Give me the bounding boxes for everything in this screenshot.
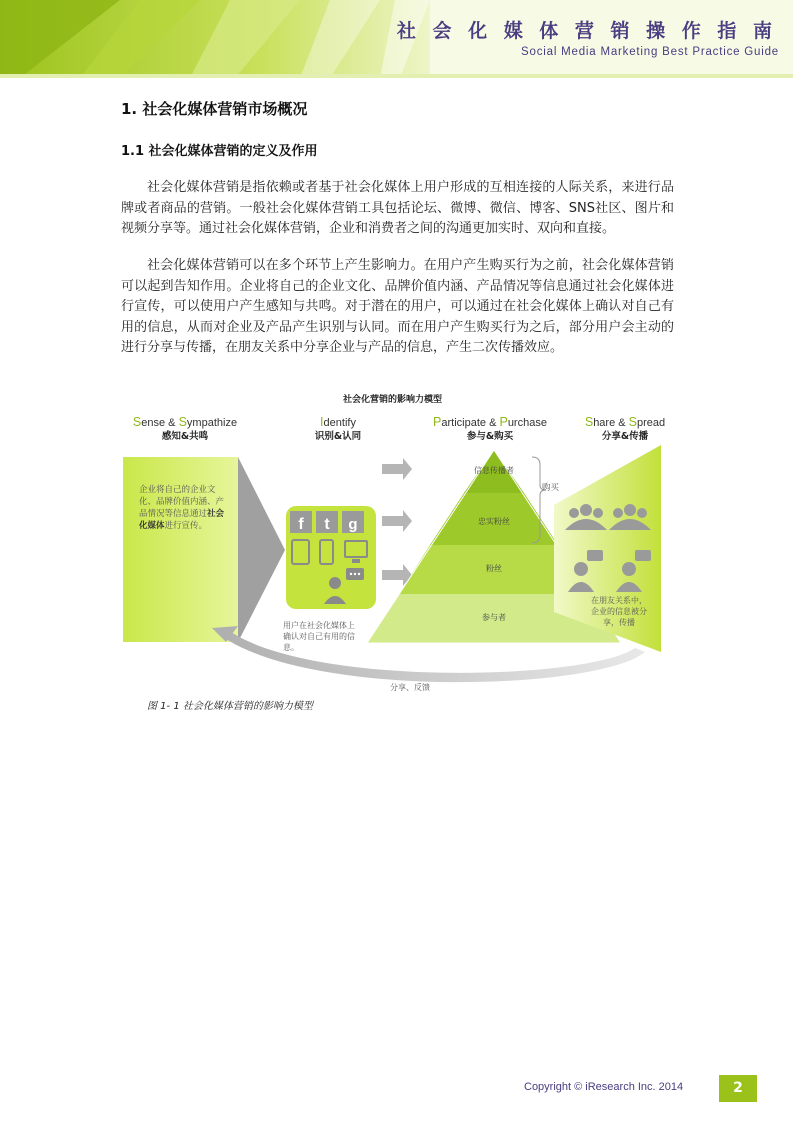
- page-number-badge: 2: [719, 1075, 757, 1102]
- document-subtitle: Social Media Marketing Best Practice Guide: [521, 46, 779, 58]
- figure-caption: 图 1- 1 社会化媒体营销的影响力模型: [147, 701, 313, 712]
- subsection-heading: 1.1 社会化媒体营销的定义及作用: [121, 144, 318, 159]
- influence-model-figure: [120, 390, 665, 695]
- pyramid-tier-participants: 参与者: [482, 613, 506, 622]
- stage-header-sense: Sense & Sympathize 感知&共鸣: [132, 415, 238, 442]
- stage-header-participate: Participate & Purchase 参与&购买: [433, 415, 547, 442]
- purchase-label: 购买: [542, 483, 560, 493]
- paragraph-influence: 社会化媒体营销可以在多个环节上产生影响力。在用户产生购买行为之前，社会化媒体营销可以起到告知作用。企业将自己的企业文化、品牌价值内涵、产品情况等信息通过社会化媒体进行宣传，可以使用户产生感知与共鸣。对于潜在的用户，可以通过在社会化媒体上确认对自己有用的信息，从而对企业及产品产生识别与认同。而在用户产生购买行为之后，部分用户会主动的进行分享与传播，在朋友关系中分享企业与产品的信息，产生二次传播效应。: [121, 258, 674, 355]
- sense-description: 企业将自己的企业文化、品牌价值内涵、产品情况等信息通过社会化媒体进行宣传。: [139, 485, 225, 531]
- feedback-label: 分享、反馈: [390, 683, 430, 692]
- pyramid-tier-broadcaster: 信息传播者: [474, 466, 514, 475]
- section-heading: 1. 社会化媒体营销市场概况: [121, 100, 308, 118]
- svg-text:g: g: [348, 516, 358, 533]
- share-description: 在朋友关系中，企业的信息被分享，传播: [591, 596, 647, 627]
- identify-description: 用户在社会化媒体上确认对自己有用的信息。: [283, 621, 355, 652]
- figure-title: 社会化营销的影响力模型: [342, 395, 442, 405]
- sense-arrow-triangle: [238, 457, 285, 642]
- pyramid-tier-loyal-fans: 忠实粉丝: [478, 517, 510, 526]
- footer-copyright: Copyright © iResearch Inc. 2014: [524, 1081, 684, 1093]
- stage-header-share: Share & Spread 分享&传播: [584, 415, 666, 442]
- model-diagram: [120, 390, 665, 695]
- stage-header-identify: Identify 识别&认同: [314, 415, 362, 442]
- svg-text:t: t: [324, 516, 330, 533]
- pyramid-tier-fans: 粉丝: [486, 564, 502, 573]
- paragraph-definition: 社会化媒体营销是指依赖或者基于社会化媒体上用户形成的互相连接的人际关系，来进行品牌或者商品的营销。一般社会化媒体营销工具包括论坛、微博、微信、博客、SNS社区、图片和视频分享等。通过社会化媒体营销，企业和消费者之间的沟通更加实时、双向和直接。: [121, 180, 674, 236]
- svg-text:f: f: [298, 516, 304, 533]
- document-title: 社 会 化 媒 体 营 销 操 作 指 南: [396, 20, 777, 42]
- user-icon: [329, 577, 341, 589]
